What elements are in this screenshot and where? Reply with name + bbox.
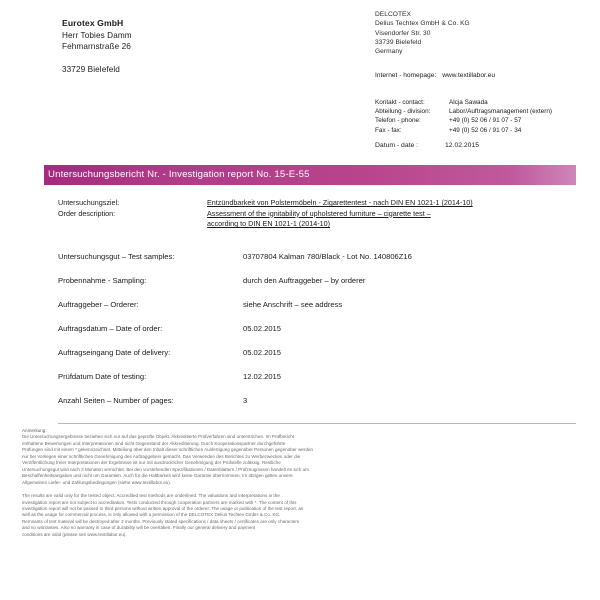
page-title: Untersuchungsbericht Nr. - Investigation report No. 15-E-55 [48,169,310,180]
field-value: 05.02.2015 [243,324,282,333]
fineprint-heading: Anmerkung: [22,428,47,433]
field-row-test-samples [0,252,600,276]
order-description-line-0: Entzündbarkeit von Polstermöbeln - Zigarettentest - nach DIN EN 1021-1 (2014-10) [207,198,473,207]
field-label: Prüfdatum Date of testing: [58,372,147,381]
fineprint-de-line: Untersuchungsgut wird nach 3 Monaten vernichtet. Bei den vorstehenden Spezifikationen / Datenblattern / Prüfzeugnissen handelt es sich um [22,466,309,472]
table-row [375,98,552,107]
fineprint-section [22,428,578,538]
report-date-label: Datum - date : [375,142,419,149]
contact-value-0: Alcja Sawada [449,99,488,106]
addressee-person: Herr Tobies Damm [62,30,132,40]
addressee-street: Fehmarnstraße 26 [62,42,131,52]
laboratory-address-block [375,10,470,56]
fineprint-de-line: Die Untersuchungsergebnisse beziehen sich nur auf das geprüfte Objekt. Akkreditierte Prüfverfahren sind unterstrichen. Im Prüfbericht [22,434,295,440]
field-row-date-of-delivery [0,348,600,372]
section-divider [58,423,576,424]
report-fields-list [0,252,600,420]
field-label: Untersuchungsgut – Test samples: [58,252,175,261]
fineprint-de-line: Prüfungen sind mit einem * gekennzeichnet. Mitteilung über den Inhalt dieser schriftlichen Ausfertigung gegenüber Personen gegenüber werden [22,447,314,453]
order-description-labels [58,198,119,219]
fineprint-en-line: well as the usage for commercial process, is only allowed with a permission of the DELCOTEX Delius Techtex GmbH & Co. KG. [22,512,281,518]
contact-label-2: Telefon - phone: [375,117,421,125]
field-value: durch den Auftraggeber – by orderer [243,276,366,285]
field-row-orderer [0,300,600,324]
fineprint-de-line: enthaltene Bewertungen und Interpretationen sind nicht Gegenstand der Akkreditierung. Durch Kooperationspartner durchgeführte [22,440,286,446]
field-row-date-of-order [0,324,600,348]
fineprint-en-line: Remnants of test material will be destroyed after 3 months. Previously stated specifications / data sheets / certificates are only characters [22,518,300,524]
field-value: siehe Anschrift – see address [243,300,343,309]
homepage-label: Internet - homepage: [375,72,437,79]
lab-brand: DELCOTEX [375,11,411,18]
fineprint-english [22,493,578,538]
order-description-label-en: Order description: [58,208,116,218]
field-row-date-of-testing [0,372,600,396]
contact-label-3: Fax - fax: [375,126,402,134]
contact-label-1: Abteilung - division: [375,108,431,116]
field-label: Anzahl Seiten – Number of pages: [58,396,174,405]
addressee-city: 33729 Bielefeld [62,64,120,74]
field-label: Probennahme - Sampling: [58,276,147,285]
contact-label-0: Kontakt - contact: [375,99,425,106]
table-row [375,116,552,125]
fineprint-en-line: The results are valid only for the tested object. Accredited test methods are underlined. The valuations and interpretations in the [22,493,280,499]
report-date-value: 12.02.2015 [445,142,480,149]
fineprint-en-line: investigation report will not be passed to third persons without written approval of the orderer. The usage or publication of the test report, as [22,505,304,511]
fineprint-de-line: Beschaffenheitsangaben und nicht um Garantien. Auch für die Haltbarkeit wird keine Garantie übernommen. Im übrigen gelten unsere [22,473,293,479]
order-description-label-de: Untersuchungsziel: [58,198,120,207]
lab-legal-name: Delius Techtex GmbH & Co. KG [375,20,470,28]
lab-city: 33739 Bielefeld [375,38,422,46]
field-row-sampling [0,276,600,300]
fineprint-de-line: Allgemeinen Liefer- und Zahlungsbedingungen (siehe www.textillabor.eu). [22,479,172,485]
fineprint-de-line: nur bei Vorliegen einer schriftlichen Genehmigung des Auftraggebers gemacht. Das Verwenden des Berichtes zu Werbezwecken oder die [22,453,301,459]
field-value: 05.02.2015 [243,348,282,357]
report-date-row [375,142,479,149]
fineprint-en-line: investigation report are not subject to accreditation. Tests conducted through cooperation partners are marked with *. The content of this [22,499,297,505]
addressee-block [62,18,132,75]
lab-country: Germany [375,48,403,56]
fineprint-en-line: and no warranties. Also no warranty in case of durability will be overtaken. Finally our general delivery and payment [22,525,256,531]
table-row [375,126,552,135]
field-label: Auftragseingang Date of delivery: [58,348,171,357]
homepage-line [375,72,495,79]
field-value: 03707804 Kalman 780/Black - Lot No. 140806Z16 [243,252,412,261]
addressee-company: Eurotex GmbH [62,18,124,28]
contact-value-2: +49 (0) 52 06 / 91 07 - 57 [449,117,522,125]
field-label: Auftragsdatum – Date of order: [58,324,163,333]
fineprint-de-line: Veröffentlichung freier Interpretationen der Ergebnisse ist nur mit ausdrücklicher Genehmigung der Prüfstelle zulässig. Restliche [22,460,281,466]
table-row [375,107,552,116]
document-header [0,10,600,160]
fineprint-german [22,434,578,486]
field-label: Auftraggeber – Orderer: [58,300,139,309]
contact-details-table [375,98,552,135]
lab-street: Visendorfer Str. 30 [375,29,431,37]
contact-value-1: Labor/Auftragsmanagement (extern) [449,108,553,116]
order-description-line-1: Assessment of the ignitability of upholstered furniture – cigarette test – [207,208,431,218]
field-row-number-of-pages [0,396,600,420]
order-description-line-2: according to DIN EN 1021-1 (2014-10) [207,219,331,229]
homepage-url[interactable]: www.textillabor.eu [442,72,495,79]
field-value: 12.02.2015 [243,372,282,381]
contact-value-3: +49 (0) 52 06 / 91 07 - 34 [449,126,522,134]
report-title-bar [44,165,576,185]
field-value: 3 [243,396,248,405]
order-description-values [207,198,473,230]
fineprint-en-line: conditions are valid (please see www.textillabor.eu). [22,531,127,537]
